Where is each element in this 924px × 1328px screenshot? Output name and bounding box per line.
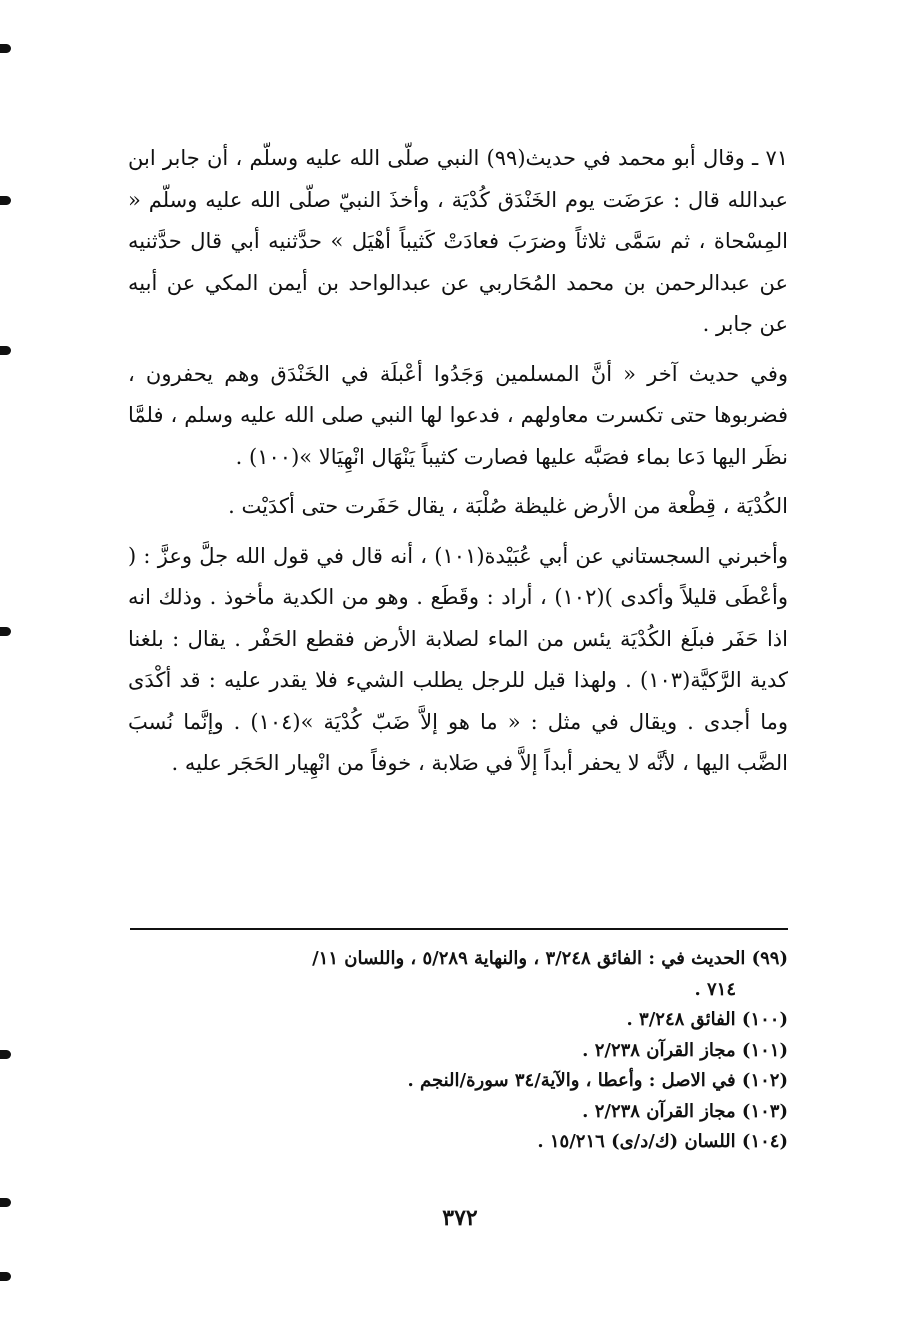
footnote-separator <box>130 928 788 930</box>
paragraph: الكُدْيَة ، قِطْعة من الأرض غليظة صُلْبَة ، يقال حَفَرت حتى أكدَيْت . <box>228 494 788 518</box>
footnotes <box>128 944 788 1158</box>
scan-margin-mark <box>0 1272 11 1281</box>
footnote: (٩٩) الحديث في : الفائق ٣/٢٤٨ ، والنهاية ٥/٢٨٩ ، واللسان ١١/ <box>312 948 788 969</box>
footnote: (١٠٠) الفائق ٣/٢٤٨ . <box>626 1009 788 1030</box>
scan-margin-mark <box>0 44 11 53</box>
footnote: (١٠٤) اللسان (ك/د/ى) ١٥/٢١٦ . <box>537 1131 788 1152</box>
body-text <box>128 138 788 785</box>
paragraph: ٧١ ـ وقال أبو محمد في حديث(٩٩) النبي صلّى الله عليه وسلّم ، أن جابر ابن عبدالله قال : عرَضَت يوم الخَنْدَق كُدْيَة ، وأخذَ النبيّ صلّى الله عليه وسلّم « المِسْحاة ، ثم سَمَّى ثلاثاً وضرَبَ فعادَتْ كَثيباً أهْيَل » حدَّثنيه أبي قال حدَّثنيه عن عبدالرحمن بن محمد المُحَاربي عن عبدالواحد بن أيمن المكي عن أبيه عن جابر . <box>128 146 788 336</box>
scan-margin-mark <box>0 196 11 205</box>
page-number: ٣٧٢ <box>442 1205 478 1231</box>
scan-margin-mark <box>0 346 11 355</box>
footnote: (١٠٢) في الاصل : وأعطا ، والآية/٣٤ سورة/النجم . <box>407 1070 788 1091</box>
scan-margin-mark <box>0 1198 11 1207</box>
scan-margin-mark <box>0 1050 11 1059</box>
footnote: (١٠٣) مجاز القرآن ٢/٢٣٨ . <box>582 1100 788 1122</box>
paragraph: وأخبرني السجستاني عن أبي عُبَيْدة(١٠١) ، أنه قال في قول الله جلَّ وعزَّ : ( وأعْطَى قليلاً وأكدى )(١٠٢) ، أراد : وقَطَع . وهو من الكدية مأخوذ . وذلك انه اذا حَفَر فبلَغ الكُدْيَة يئس من الماء لصلابة الأرض فقطع الحَفْر . يقال : بلغنا كدية الرَّكيَّة(١٠٣) . ولهذا قيل للرجل يطلب الشيء فلا يقدر عليه : قد أكْدَى وما أجدى . ويقال في مثل : « ما هو إلاَّ ضَبّ كُدْيَة »(١٠٤) . وإنَّما نُسبَ الضَّب اليها ، لأنَّه لا يحفر أبداً إلاَّ في صَلابة ، خوفاً من انْهِيار الحَجَر عليه . <box>128 543 788 775</box>
scan-margin-mark <box>0 627 11 636</box>
paragraph: وفي حديث آخر « أنَّ المسلمين وَجَدُوا أعْبلَة في الخَنْدَق وهم يحفرون ، فضربوها حتى تكسرت معاولهم ، فدعوا لها النبي صلى الله عليه وسلم ، فلمَّا نظَر اليها دَعا بماء فصَبَّه عليها فصارت كثيباً يَنْهَال انْهِيَالا »(١٠٠) . <box>128 361 788 469</box>
footnote: (١٠١) مجاز القرآن ٢/٢٣٨ . <box>582 1039 788 1061</box>
footnote-continuation: ٧١٤ . <box>694 978 736 1000</box>
